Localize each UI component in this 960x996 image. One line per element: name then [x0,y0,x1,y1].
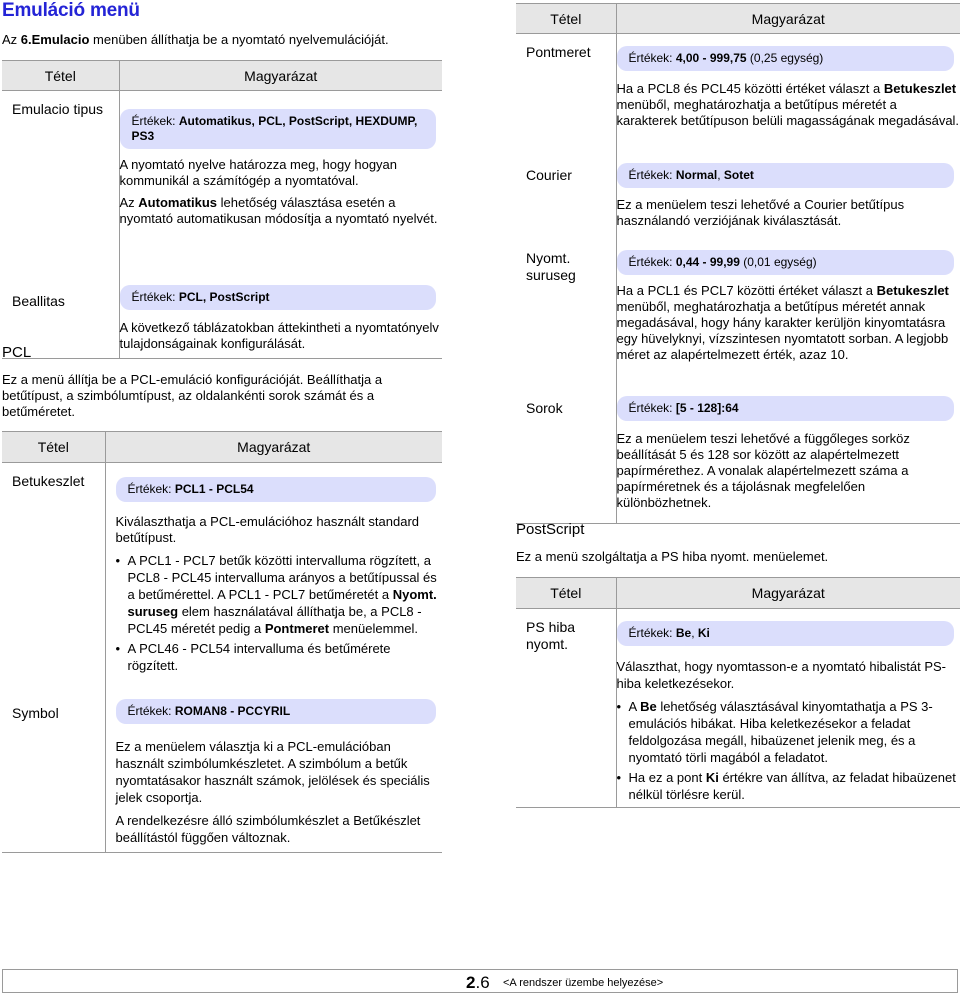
bullet-text: A PCL1 - PCL7 betűk közötti intervalluma rögzített, a PCL8 - PCL45 intervalluma arányos a betűtípussal és a betűmérettel. A PCL1 - PCL7 betűméretét a [127,553,437,602]
item-betukeszlet: Betukeszlet [2,463,105,696]
header-desc: Magyarázat [119,61,442,91]
item-symbol: Symbol [2,695,105,853]
bullet-text: Ha ez a pont [628,770,706,785]
header-item: Tétel [516,578,616,609]
intro-bold: 6.Emulacio [20,32,90,47]
header-item: Tétel [2,432,105,463]
values-post: (0,01 egység) [739,255,817,269]
values-bold: Normal [675,168,718,182]
list-item [116,552,443,637]
desc-text [120,195,443,227]
values-label: Értékek: [628,51,676,65]
intro-pre: Az [2,32,21,47]
values-bold: Ki [697,626,710,640]
desc-pre: Ha a PCL8 és PCL45 közötti értéket választ a [616,81,884,96]
table-row [516,240,960,390]
section-title-postscript: PostScript [516,521,585,538]
values-bold: ROMAN8 - PCCYRIL [174,704,291,718]
values-label: Értékek: [628,401,676,415]
section-title-pcl: PCL [2,344,32,361]
item-emulacio-tipus: Emulacio tipus [2,91,119,284]
values-pill [116,699,437,724]
values-bold: Sotet [723,168,754,182]
bullet-text: A [628,699,641,714]
desc-post: menüből, meghatározhatja a betűtípus méretét annak megadásával, hogy hány karakter kerüljön kinyomtatásra egy hüvelyknyi, vízszintesen nyomtatott sorban. A legjobb méret az alapértelmezett érték, azaz 10. [616,299,949,362]
emulacio-table [2,60,442,359]
ps-intro: Ez a menü szolgáltatja a PS hiba nyomt. menüelemet. [516,549,829,564]
table-row [2,695,442,853]
bullet-bold: Ki [705,770,719,785]
table-row [2,463,442,696]
bullet-bold: Be [640,699,657,714]
ps-table [516,577,960,808]
table-row [516,157,960,240]
table-row [516,34,960,158]
values-label: Értékek: [131,290,179,304]
desc-text: Ez a menüelem teszi lehetővé a függőleges sorköz beállítását 5 és 128 sor között az alapértelmezett papírmérethez. A vonalak alapértelmezett száma a papírméretnek és a tájolásnak megfelelően különbözhetnek. [616,431,910,510]
list-item [617,698,960,766]
bullet-text: menüelemmel. [329,621,418,636]
desc-pre: Az [119,195,139,210]
table-row [516,390,960,524]
item-nyomt-suruseg: Nyomt. suruseg [516,240,616,390]
values-label: Értékek: [628,168,676,182]
item-ps-hiba-nyomt: PS hiba nyomt. [516,609,616,808]
bullet-text: értékre van állítva, az feladat hibaüzenet nélkül törlésre kerül. [628,770,956,802]
desc-text: Ez a menüelem választja ki a PCL-emulációban használt szimbólumkészletet. A szimbólum a betűk nyomtatásakor használt számok, jelölések és speciális jelek csoportja. [115,739,430,805]
values-label: Értékek: [628,626,676,640]
desc-text [617,81,960,129]
values-pill [116,477,437,502]
table-row [2,283,442,359]
header-desc: Magyarázat [616,578,960,609]
desc-bold: Automatikus [138,195,218,210]
values-pill [617,396,955,421]
page-title: Emuláció menü [2,0,140,21]
table-row [2,91,442,284]
table-row [516,609,960,808]
bullet-bold: Nyomt. suruseg [127,587,437,619]
item-sorok: Sorok [516,390,616,524]
values-bold: 4,00 - 999,75 [675,51,747,65]
values-pill [120,109,437,149]
values-label: Értékek: [127,482,175,496]
header-desc: Magyarázat [105,432,442,463]
values-pill [120,285,437,310]
pcl-table [2,431,442,853]
values-pill [617,46,955,71]
header-item: Tétel [516,4,616,34]
values-bold: PCL1 - PCL54 [174,482,254,496]
desc-text: A következő táblázatokban áttekintheti a nyomtatónyelv tulajdonságainak konfigurálását. [119,320,439,351]
values-bold: Automatikus, PCL, PostScript, HEXDUMP, PS3 [131,114,418,143]
values-sep: , [691,626,698,640]
item-beallitas: Beallitas [2,283,119,359]
bullet-text: lehetőség választásával kinyomtathatja a PS 3-emulációs hibákat. Hiba keletkezésekor a feladat feldolgozása megáll, hibaüzenet jelenik meg, és a nyomtató törli magából a feladatot. [628,699,933,765]
item-pontmeret: Pontmeret [516,34,616,158]
values-bold: 0,44 - 99,99 [675,255,740,269]
list-item: • A PCL46 - PCL54 intervalluma és betűmérete rögzített. [116,640,443,674]
page-number-minor: .6 [475,973,490,992]
desc-text [617,283,960,363]
values-bold: [5 - 128]:64 [675,401,739,415]
values-pill [617,621,955,646]
desc-text: Ez a menüelem teszi lehetővé a Courier betűtípus használandó verziójának kiválasztását. [616,197,905,228]
values-sep: , [717,168,724,182]
desc-text: Kiválaszthatja a PCL-emulációhoz használt standard betűtípust. [115,514,420,545]
values-bold: Be [675,626,692,640]
pcl-right-table [516,3,960,524]
item-courier: Courier [516,157,616,240]
page-number [466,973,490,993]
page-number-major: 2 [466,973,476,992]
desc-text: A nyomtató nyelve határozza meg, hogy hogyan kommunikál a számítógép a nyomtatóval. [119,157,398,188]
bullet-bold: Pontmeret [264,621,330,636]
desc-post: menüből, meghatározhatja a betűtípus méretét a karakterek betűtípuson belüli magasságának megadásával. [616,97,960,128]
values-pill [617,163,955,188]
desc-text: Választhat, hogy nyomtasson-e a nyomtató hibalistát PS-hiba keletkezésekor. [616,659,947,691]
intro-post: menüben állíthatja be a nyomtató nyelvemulációját. [89,32,389,47]
list-item [617,769,960,803]
desc-bold: Betukeszlet [876,283,949,298]
values-pill [617,250,955,275]
desc-pre: Ha a PCL1 és PCL7 közötti értéket választ a [616,283,877,298]
pcl-intro: Ez a menü állítja be a PCL-emuláció konfigurációját. Beállíthatja a betűtípust, a szimbólumtípust, az oldalankénti sorok számát és a betűméretet. [2,372,383,419]
desc-bold: Betukeszlet [883,81,957,96]
desc-post: lehetőség választása esetén a nyomtató automatikusan módosítja a nyomtató nyelvét. [119,195,438,226]
header-desc: Magyarázat [616,4,960,34]
bullet-text: elem használatával állíthatja be, a PCL8 - PCL45 méretét pedig a [127,604,422,636]
chapter-title: <A rendszer üzembe helyezése> [503,977,664,989]
desc-text: A rendelkezésre álló szimbólumkészlet a Betűkészlet beállítástól függően változnak. [115,813,421,845]
values-label: Értékek: [131,114,179,128]
values-label: Értékek: [628,255,676,269]
values-post: (0,25 egység) [746,51,824,65]
values-bold: PCL, PostScript [178,290,270,304]
values-label: Értékek: [127,704,175,718]
header-item: Tétel [2,61,119,91]
intro-text [2,32,442,48]
